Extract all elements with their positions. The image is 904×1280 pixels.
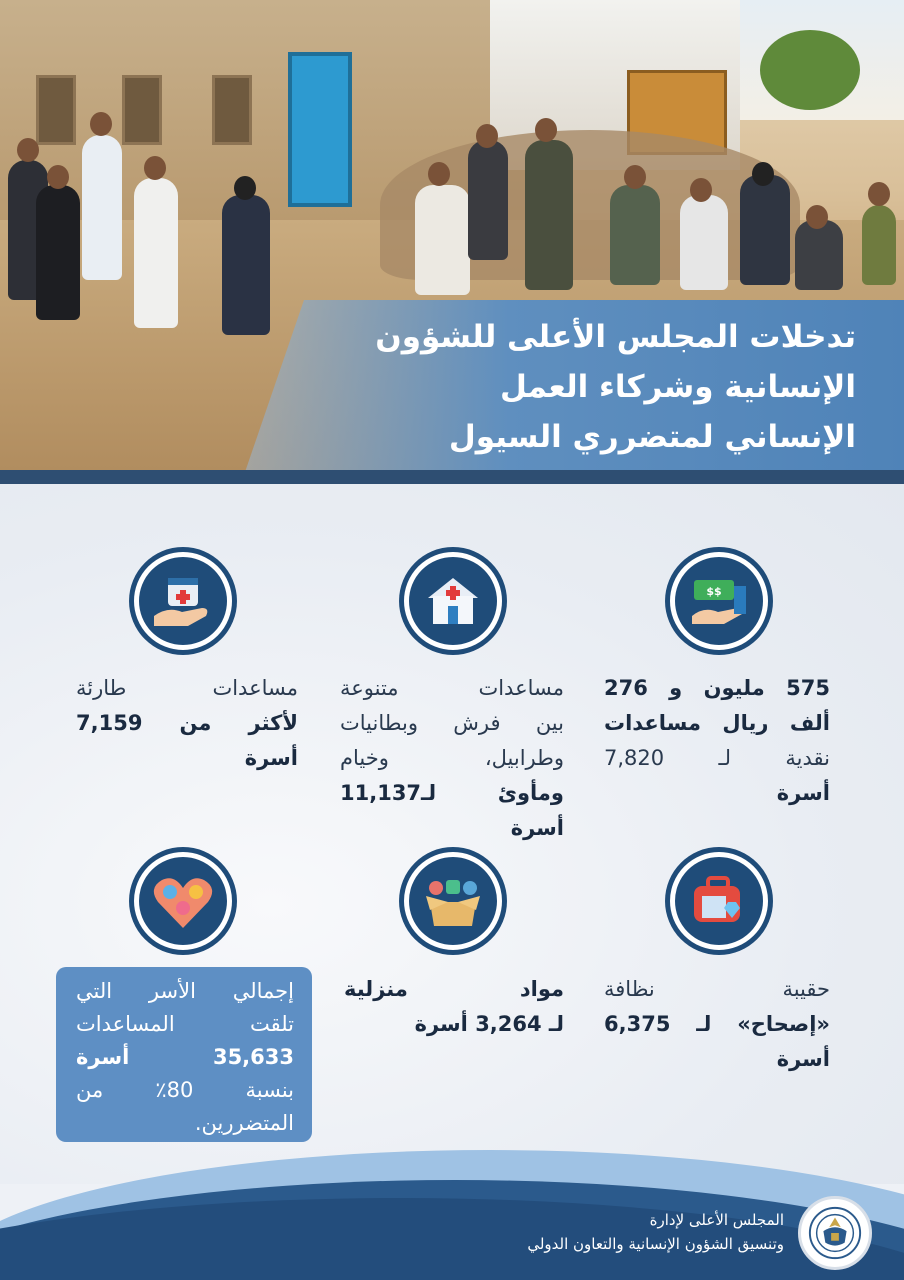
window bbox=[36, 75, 76, 145]
person-head bbox=[806, 205, 828, 229]
child bbox=[862, 205, 896, 285]
stat-line: تلقت المساعدات bbox=[76, 1012, 294, 1036]
person-head bbox=[624, 165, 646, 189]
page-title bbox=[316, 312, 856, 462]
person bbox=[525, 140, 573, 290]
shelter-icon bbox=[404, 552, 502, 650]
divider-strip bbox=[0, 470, 904, 484]
person bbox=[36, 185, 80, 320]
blue-door bbox=[288, 52, 352, 207]
person-head bbox=[535, 118, 557, 142]
stat-line: مساعدات طارئة bbox=[76, 676, 298, 700]
organization-name bbox=[527, 1208, 784, 1256]
family-heart-icon bbox=[134, 852, 232, 950]
household-items-box-icon bbox=[404, 852, 502, 950]
stat-line: 575 مليون و 276 bbox=[604, 676, 830, 700]
hygiene-bag-icon bbox=[670, 852, 768, 950]
person-head bbox=[17, 138, 39, 162]
org-line: وتنسيق الشؤون الإنسانية والتعاون الدولي bbox=[527, 1235, 784, 1253]
person bbox=[610, 185, 660, 285]
stat-line: نقدية لـ 7,820 bbox=[604, 746, 830, 770]
first-aid-kit-icon bbox=[134, 552, 232, 650]
person-head bbox=[144, 156, 166, 180]
emergency-assistance-stat bbox=[76, 671, 298, 776]
stat-line: أسرة bbox=[776, 1047, 830, 1071]
stat-line: «إصحاح» لـ 6,375 bbox=[604, 1012, 830, 1036]
hygiene-kit-stat bbox=[604, 972, 830, 1077]
person bbox=[680, 195, 728, 290]
org-line: المجلس الأعلى لإدارة bbox=[649, 1211, 784, 1229]
title-line: الإنساني لمتضرري السيول bbox=[448, 419, 856, 455]
total-families-stat bbox=[76, 975, 294, 1140]
person bbox=[468, 140, 508, 260]
stat-line-text: ألف ريال مساعدات bbox=[604, 711, 830, 735]
person-head bbox=[868, 182, 890, 206]
person bbox=[415, 185, 470, 295]
stat-line: 35,633 أسرة bbox=[76, 1045, 294, 1069]
title-line: تدخلات المجلس الأعلى للشؤون bbox=[375, 319, 856, 355]
person-head bbox=[90, 112, 112, 136]
stat-line: لـ 3,264 أسرة bbox=[414, 1012, 564, 1036]
person-head bbox=[476, 124, 498, 148]
shelter-assistance-stat bbox=[340, 671, 564, 846]
hero-photo bbox=[0, 0, 904, 470]
total-families-box bbox=[56, 967, 312, 1142]
person-head bbox=[428, 162, 450, 186]
person-head bbox=[234, 176, 256, 200]
person-head bbox=[47, 165, 69, 189]
stat-line: وطرابيل، وخيام bbox=[340, 746, 564, 770]
stat-line: مواد منزلية bbox=[344, 977, 564, 1001]
stat-line: حقيبة نظافة bbox=[604, 977, 830, 1001]
republic-emblem-icon bbox=[798, 1196, 872, 1270]
cash-assistance-stat bbox=[604, 671, 830, 811]
window bbox=[212, 75, 252, 145]
stat-line: المتضررين. bbox=[194, 1111, 294, 1135]
person-head bbox=[690, 178, 712, 202]
person-head bbox=[752, 162, 774, 186]
svg-text:$$: $$ bbox=[706, 585, 722, 598]
stat-line: بين فرش وبطانيات bbox=[340, 711, 564, 735]
tree bbox=[760, 30, 860, 110]
person bbox=[795, 220, 843, 290]
title-line: الإنسانية وشركاء العمل bbox=[500, 369, 856, 405]
stat-line: مساعدات متنوعة bbox=[340, 676, 564, 700]
cash-hand-icon bbox=[670, 552, 768, 650]
stat-line: أسرة bbox=[244, 746, 298, 770]
household-items-stat bbox=[344, 972, 564, 1042]
person bbox=[82, 135, 122, 280]
person bbox=[222, 195, 270, 335]
person bbox=[740, 175, 790, 285]
window bbox=[122, 75, 162, 145]
stat-line: لأكثر من 7,159 bbox=[76, 711, 298, 735]
stat-line: ومأوئ لـ11,137 أسرة bbox=[340, 781, 564, 840]
person bbox=[134, 178, 178, 328]
stat-line: إجمالي الأسر التي bbox=[76, 979, 294, 1003]
stat-line bbox=[604, 706, 830, 741]
stat-line: أسرة bbox=[776, 781, 830, 805]
stat-line: بنسبة 80٪ من bbox=[76, 1078, 294, 1102]
